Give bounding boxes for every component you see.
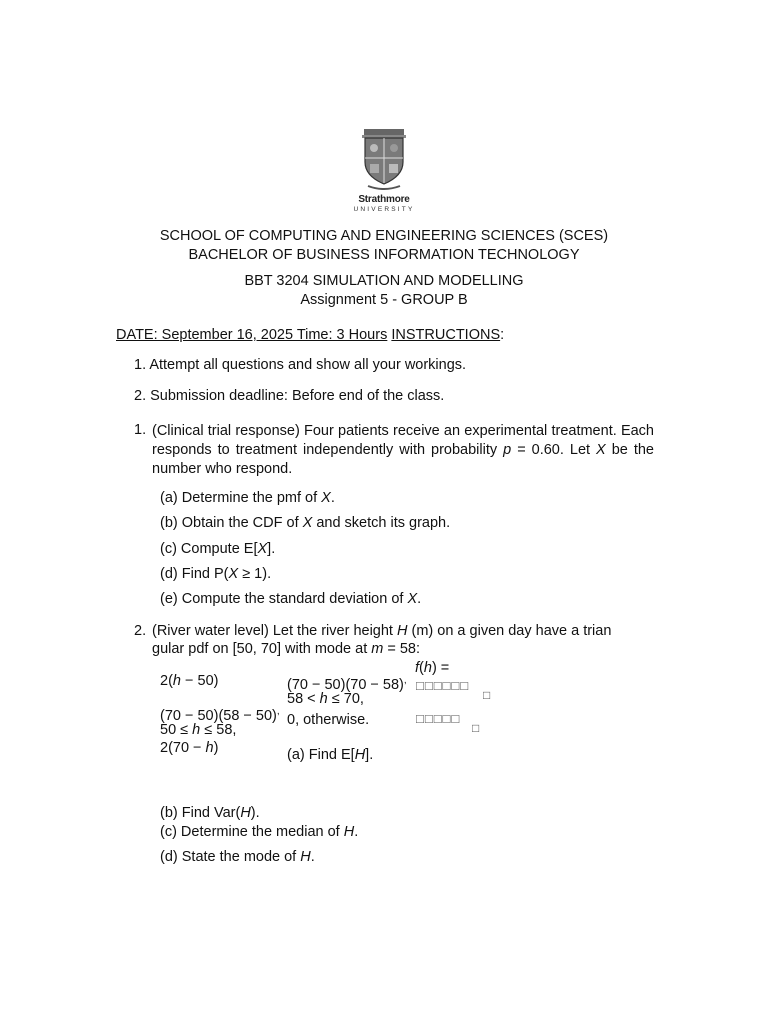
pdf-left-line-2: (70 − 50)(58 − 50), [160, 706, 280, 724]
assignment-title: Assignment 5 - GROUP B [300, 292, 468, 308]
q1-part-e: (e) Compute the standard deviation of X. [160, 591, 422, 607]
q2-part-d: (d) State the mode of H. [160, 849, 315, 865]
pdf-function-label: f(h) = [415, 660, 450, 676]
q1-part-c: (c) Compute E[X]. [160, 541, 276, 557]
school-title: SCHOOL OF COMPUTING AND ENGINEERING SCIENCES (SCES) [159, 228, 609, 244]
pdf-left-line-1: 2(h − 50) [160, 673, 219, 689]
pdf-left-line-3: 50 ≤ h ≤ 58, [160, 722, 237, 738]
pdf-left-line-4: 2(70 − h) [160, 740, 219, 756]
program-title: BACHELOR OF BUSINESS INFORMATION TECHNOLOGY [188, 247, 580, 263]
q2-part-c: (c) Determine the median of H. [160, 824, 359, 840]
instruction-1: 1. Attempt all questions and show all your workings. [134, 357, 467, 373]
missing-glyphs-1: □□□□□□ [416, 678, 470, 693]
pdf-mid-line-2: 58 < h ≤ 70, [287, 691, 364, 707]
q2-line-1: (River water level) Let the river height H (m) on a given day have a trian [152, 623, 612, 639]
instructions-label: INSTRUCTIONS [391, 327, 501, 343]
pdf-mid-line-3: 0, otherwise. [287, 712, 370, 728]
q1-text [152, 422, 654, 479]
date-time: DATE: September 16, 2025 Time: 3 Hours [116, 327, 388, 343]
crest-icon [352, 126, 416, 194]
logo-name: Strathmore [358, 194, 410, 205]
q1-x-var: X [596, 442, 606, 458]
instruction-2: 2. Submission deadline: Before end of the class. [134, 388, 445, 404]
q2-line-2: gular pdf on [50, 70] with mode at m = 58: [152, 641, 421, 657]
missing-glyph-small-2: □ [472, 721, 481, 735]
course-title: BBT 3204 SIMULATION AND MODELLING [244, 273, 524, 289]
q1-text-a: (Clinical trial response) Four patients receive an experimental treatment. Each responds to treatment independently with probability [152, 423, 654, 458]
q1-p-var: p [503, 442, 512, 458]
missing-glyphs-2: □□□□□ [416, 711, 461, 726]
logo-subname: UNIVERSITY [353, 206, 415, 213]
colon: : [500, 327, 505, 343]
q1-part-d: (d) Find P(X ≥ 1). [160, 566, 272, 582]
q1-text-c: be the number who respond. [152, 442, 654, 477]
date-instructions-line [116, 327, 504, 343]
q1-number: 1. [134, 422, 147, 438]
q2-part-a: (a) Find E[H]. [287, 747, 374, 763]
q1-text-b: = 0.60. Let [511, 442, 597, 458]
missing-glyph-small-1: □ [483, 688, 492, 702]
q2-part-b: (b) Find Var(H). [160, 805, 260, 821]
pdf-mid-line-1: (70 − 50)(70 − 58), [287, 675, 407, 693]
q1-part-b: (b) Obtain the CDF of X and sketch its graph. [160, 515, 451, 531]
q1-part-a: (a) Determine the pmf of X. [160, 490, 335, 506]
q2-number: 2. [134, 623, 147, 639]
